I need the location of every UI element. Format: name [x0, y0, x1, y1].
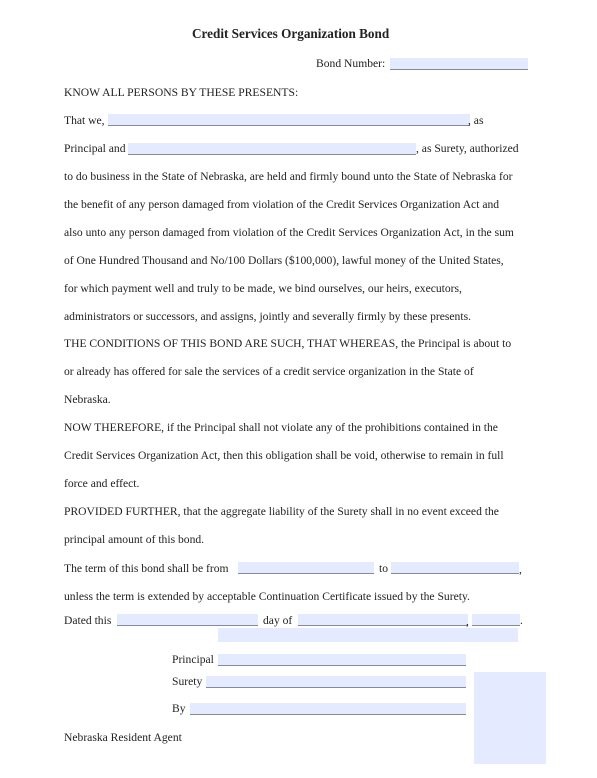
body-line: administrators or successors, and assigns, jointly and severally firmly by these presents.: [64, 310, 471, 323]
body-line: also unto any person damaged from violation of the Credit Services Organization Act, in the sum: [64, 226, 514, 239]
term-comma: ,: [519, 563, 522, 576]
document-title: Credit Services Organization Bond: [192, 26, 390, 41]
unless-line: unless the term is extended by acceptable Continuation Certificate issued by the Surety.: [64, 590, 470, 603]
surety-label: Surety: [172, 675, 203, 688]
body-line: of One Hundred Thousand and No/100 Dollars ($100,000), lawful money of the United States,: [64, 254, 504, 267]
dated-period: .: [520, 614, 523, 627]
dated-label: Dated this: [64, 614, 112, 627]
principal-and-label: Principal and: [64, 142, 126, 155]
by-label: By: [172, 702, 186, 715]
body-line: Nebraska.: [64, 393, 111, 406]
surety-name-field[interactable]: [128, 143, 416, 155]
by-signature-field[interactable]: [190, 703, 466, 715]
principal-label: Principal: [172, 653, 214, 666]
body-line: THE CONDITIONS OF THIS BOND ARE SUCH, THAT WHEREAS, the Principal is about to: [64, 337, 512, 350]
know-all-heading: KNOW ALL PERSONS BY THESE PRESENTS:: [64, 86, 299, 99]
body-line: force and effect.: [64, 477, 140, 490]
body-line: to do business in the State of Nebraska, are held and firmly bound unto the State of Nebraska for: [64, 170, 513, 183]
that-we-label: That we,: [64, 114, 105, 127]
dated-day-field[interactable]: [117, 614, 258, 626]
body-line: or already has offered for sale the services of a credit service organization in the State of: [64, 365, 474, 378]
resident-agent-label: Nebraska Resident Agent: [64, 731, 182, 744]
dated-extra-field[interactable]: [218, 628, 518, 642]
body-line: the benefit of any person damaged from violation of the Credit Services Organization Act and: [64, 198, 500, 211]
term-to-field[interactable]: [391, 562, 519, 574]
term-from-field[interactable]: [238, 562, 374, 574]
seal-box[interactable]: [474, 672, 546, 764]
dated-month-field[interactable]: [298, 614, 468, 626]
body-line: for which payment well and truly to be made, we bind ourselves, our heirs, executors,: [64, 282, 462, 295]
dated-year-field[interactable]: [472, 614, 520, 626]
body-line: Credit Services Organization Act, then this obligation shall be void, otherwise to remain in full: [64, 449, 504, 462]
body-line: PROVIDED FURTHER, that the aggregate liability of the Surety shall in no event exceed the: [64, 505, 499, 518]
term-label: The term of this bond shall be from: [64, 562, 229, 575]
dated-comma: ,: [466, 615, 469, 628]
bond-number-field[interactable]: [390, 58, 528, 70]
as-surety-label: , as Surety, authorized: [416, 142, 519, 155]
as-label: , as: [468, 114, 484, 127]
to-label: to: [379, 562, 389, 575]
bond-number-label: Bond Number:: [316, 57, 386, 70]
day-of-label: day of: [263, 614, 293, 627]
principal-name-field[interactable]: [108, 114, 470, 126]
principal-signature-field[interactable]: [218, 654, 466, 666]
surety-signature-field[interactable]: [206, 676, 466, 688]
body-line: NOW THEREFORE, if the Principal shall not violate any of the prohibitions contained in the: [64, 421, 498, 434]
body-line: principal amount of this bond.: [64, 533, 205, 546]
